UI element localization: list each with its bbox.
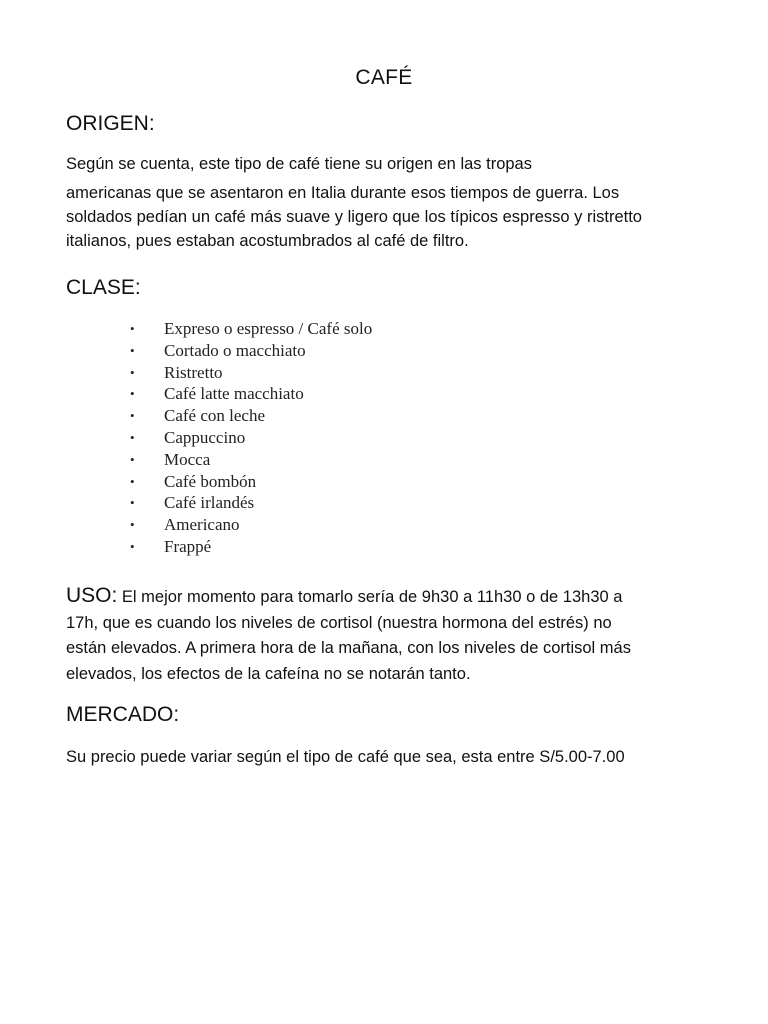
list-item-label: Café irlandés	[164, 493, 255, 513]
uso-line: elevados, los efectos de la cafeína no se notarán tanto.	[66, 664, 471, 683]
uso-paragraph	[66, 584, 631, 687]
origen-line: soldados pedían un café más suave y ligero que los típicos espresso y ristretto	[66, 208, 642, 226]
clase-heading: CLASE:	[66, 276, 141, 299]
list-item-label: Ristretto	[164, 362, 223, 382]
list-item	[130, 362, 372, 384]
list-item	[130, 340, 372, 362]
bullet-icon: •	[130, 386, 135, 402]
list-item	[130, 514, 372, 536]
list-item-label: Café con leche	[164, 406, 265, 426]
uso-line: El mejor momento para tomarlo sería de 9h30 a 11h30 o de 13h30 a	[117, 588, 623, 606]
origen-line: italianos, pues estaban acostumbrados al café de filtro.	[66, 232, 469, 250]
mercado-heading: MERCADO:	[66, 703, 180, 726]
bullet-icon: •	[130, 429, 135, 445]
list-item	[130, 427, 372, 449]
bullet-icon: •	[130, 495, 135, 511]
list-item	[130, 536, 372, 558]
origen-paragraph	[66, 152, 642, 253]
bullet-icon: •	[130, 364, 135, 380]
bullet-icon: •	[130, 451, 135, 467]
mercado-paragraph	[66, 745, 625, 769]
list-item	[130, 449, 372, 471]
document-title: CAFÉ	[355, 66, 413, 89]
bullet-icon: •	[130, 342, 135, 358]
bullet-icon: •	[130, 517, 135, 533]
list-item-label: Expreso o espresso / Café solo	[164, 319, 373, 338]
list-item	[130, 318, 372, 340]
list-item-label: Cappuccino	[164, 427, 246, 447]
list-item	[130, 405, 372, 427]
list-item	[130, 383, 372, 405]
bullet-icon: •	[130, 473, 135, 489]
bullet-icon: •	[130, 408, 135, 424]
uso-line: están elevados. A primera hora de la mañana, con los niveles de cortisol más	[66, 639, 631, 657]
bullet-icon: •	[130, 321, 135, 336]
list-item-label: Café latte macchiato	[164, 384, 304, 404]
origen-line: Según se cuenta, este tipo de café tiene su origen en las tropas	[66, 155, 532, 173]
list-item-label: Café bombón	[164, 471, 257, 491]
list-item	[130, 471, 372, 493]
origen-heading: ORIGEN:	[66, 112, 155, 135]
origen-line: americanas que se asentaron en Italia durante esos tiempos de guerra. Los	[66, 184, 620, 202]
uso-heading: USO:	[66, 584, 118, 607]
list-item-label: Frappé	[164, 536, 212, 556]
mercado-text: Su precio puede variar según el tipo de café que sea, esta entre S/5.00-7.00	[66, 748, 625, 766]
list-item	[130, 492, 372, 514]
list-item-label: Mocca	[164, 449, 211, 469]
uso-first-line	[66, 584, 631, 611]
uso-line: 17h, que es cuando los niveles de cortisol (nuestra hormona del estrés) no	[66, 613, 612, 632]
list-item-label: Americano	[164, 515, 240, 535]
bullet-icon: •	[130, 538, 135, 554]
clase-list	[130, 318, 372, 558]
list-item-label: Cortado o macchiato	[164, 340, 306, 360]
